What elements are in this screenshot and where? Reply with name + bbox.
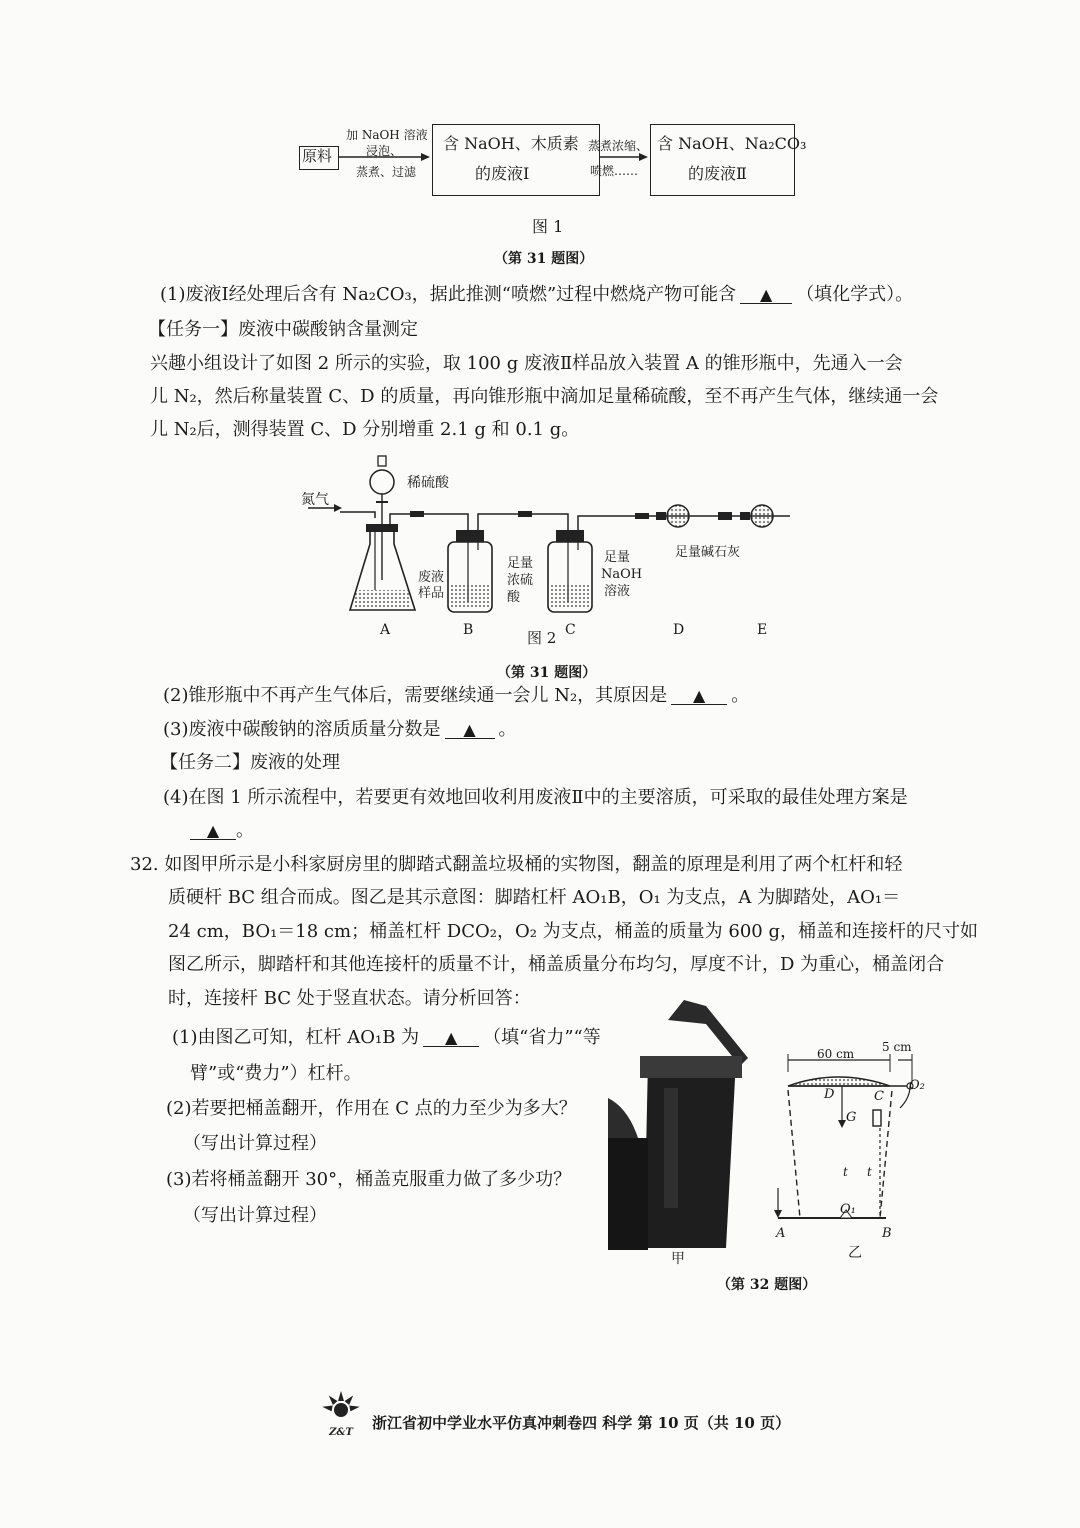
q31-part2-blank: ▲: [671, 688, 727, 705]
label-t1: t: [843, 1165, 848, 1179]
figure-1-caption: （第 31 题图）: [494, 251, 594, 267]
q32-line1: 32. 如图甲所示是小科家厨房里的脚踏式翻盖垃圾桶的实物图，翻盖的原理是利用了两个杠杆和轻: [130, 854, 903, 875]
q31-part4-end: 。: [236, 820, 254, 841]
label-acid-b-2: 浓硫: [507, 573, 534, 588]
drying-tube-e: [751, 505, 773, 527]
q31-part1-text: (1)废液Ⅰ经处理后含有 Na₂CO₃，据此推测“喷燃”过程中燃烧产物可能含: [160, 284, 737, 305]
q32-part1-text: (1)由图乙可知，杠杆 AO₁B 为: [172, 1027, 420, 1048]
apparatus-diagram: [290, 440, 810, 640]
label-naoh-3: 溶液: [604, 584, 631, 599]
task1-para-line3: 儿 N₂后，测得装置 C、D 分别增重 2.1 g 和 0.1 g。: [150, 419, 580, 440]
q31-part1-hint: （填化学式）。: [796, 284, 914, 305]
label-C: C: [565, 622, 576, 638]
task2-title: 【任务二】废液的处理: [160, 752, 340, 773]
flow-arrow2-top: 蒸煮浓缩、: [588, 139, 649, 153]
q31-part3: [163, 721, 517, 739]
q32-line5: 时，连接杆 BC 处于竖直状态。请分析回答：: [168, 988, 531, 1009]
flow-arrow1-top1: 加 NaOH 溶液: [346, 128, 428, 142]
q31-part4-line1: (4)在图 1 所示流程中，若要更有效地回收利用废液Ⅱ中的主要溶质，可采取的最佳处理方案是: [163, 787, 908, 808]
label-yi: 乙: [848, 1245, 862, 1261]
q32-part1: [172, 1029, 601, 1047]
label-nitrogen: 氮气: [301, 492, 329, 508]
q32-part1-blank: ▲: [423, 1030, 479, 1047]
flow-arrow1-top2: 浸泡、: [366, 144, 403, 158]
label-o1: O₁: [840, 1202, 856, 1217]
drying-tube-d: [667, 505, 689, 527]
page-footer: 浙江省初中学业水平仿真冲刺卷四 科学 第 10 页（共 10 页）: [372, 1414, 791, 1432]
label-acid-b-3: 酸: [507, 590, 521, 605]
flow-arrow1-bottom: 蒸煮、过滤: [356, 165, 417, 179]
label-E: E: [757, 622, 768, 638]
q31-part3-blank: ▲: [445, 722, 495, 739]
q32-line3: 24 cm，BO₁＝18 cm；桶盖杠杆 DCO₂，O₂ 为支点，桶盖的质量为 600 g，桶盖和连接杆的尺寸如: [168, 921, 978, 942]
label-sample-1: 废液: [418, 570, 445, 585]
publisher-logo: [316, 1390, 366, 1438]
trash-can-photo: [608, 998, 758, 1250]
flow-box1-line2: 的废液Ⅰ: [475, 164, 530, 183]
flow-raw-label: 原料: [302, 147, 333, 165]
flow-arrows: [0, 0, 1080, 200]
q31-part4-line2: [190, 822, 254, 840]
task1-title: 【任务一】废液中碳酸钠含量测定: [148, 319, 418, 340]
q32-part1-hint: （填“省力”“等: [483, 1027, 601, 1048]
flow-box2-line2: 的废液Ⅱ: [688, 164, 747, 183]
label-d: D: [824, 1087, 835, 1102]
q31-part3-text: (3)废液中碳酸钠的溶质质量分数是: [163, 719, 441, 740]
flow-box2-line1: 含 NaOH、Na₂CO₃: [657, 134, 807, 153]
q31-part2: [163, 687, 749, 705]
q32-part3-line1: (3)若将桶盖翻开 30°，桶盖克服重力做了多少功？: [166, 1169, 572, 1190]
dim-60cm: 60 cm: [817, 1047, 855, 1061]
figure-2-caption: （第 31 题图）: [497, 665, 597, 681]
label-acid: 稀硫酸: [407, 475, 449, 491]
label-B: B: [463, 622, 474, 638]
label-t2: t: [867, 1165, 872, 1179]
q31-part3-end: 。: [498, 719, 517, 740]
figure-3-caption: （第 32 题图）: [717, 1277, 817, 1293]
dim-5cm: 5 cm: [882, 1040, 912, 1054]
label-soda-lime: 足量碱石灰: [675, 545, 741, 560]
flow-arrow2-bottom: 喷燃……: [590, 164, 639, 178]
label-acid-b-1: 足量: [507, 556, 534, 571]
q31-part1: [160, 286, 913, 304]
label-A: A: [380, 622, 391, 638]
separatory-funnel: [370, 470, 394, 494]
q32-line2: 质硬杆 BC 组合而成。图乙是其示意图：脚踏杠杆 AO₁B，O₁ 为支点，A 为脚踏处，AO₁＝: [168, 887, 901, 908]
label-g: G: [846, 1110, 857, 1125]
label-jia: 甲: [671, 1251, 685, 1267]
q32-part2-line2: （写出计算过程）: [183, 1133, 327, 1154]
q31-part2-text: (2)锥形瓶中不再产生气体后，需要继续通一会儿 N₂，其原因是: [163, 685, 668, 706]
task1-para-line2: 儿 N₂，然后称量装置 C、D 的质量，再向锥形瓶中滴加足量稀硫酸，至不再产生气体，继续通一会: [150, 386, 939, 407]
label-sample-2: 样品: [418, 586, 445, 601]
label-naoh-1: 足量: [604, 550, 631, 565]
label-c: C: [874, 1089, 884, 1104]
q32-part1-line2: 臂”或“费力”）杠杆。: [190, 1063, 362, 1084]
task1-para-line1: 兴趣小组设计了如图 2 所示的实验，取 100 g 废液Ⅱ样品放入装置 A 的锥形瓶中，先通入一会: [150, 353, 903, 374]
label-naoh-2: NaOH: [601, 567, 643, 582]
q32-part2-line1: (2)若要把桶盖翻开，作用在 C 点的力至少为多大？: [166, 1098, 577, 1119]
label-a: A: [776, 1226, 786, 1241]
logo-text: Z&T: [329, 1427, 353, 1438]
q32-line4: 图乙所示，脚踏杆和其他连接杆的质量不计，桶盖质量分布均匀，厚度不计，D 为重心，桶盖闭合: [168, 954, 945, 975]
figure-2-label: 图 2: [527, 629, 557, 647]
can-body: [788, 1087, 892, 1218]
label-b: B: [882, 1226, 892, 1241]
label-o2: O₂: [909, 1078, 925, 1093]
label-D: D: [673, 622, 685, 638]
q31-part1-blank: ▲: [740, 287, 792, 304]
q32-part3-line2: （写出计算过程）: [183, 1205, 327, 1226]
flow-box1-line1: 含 NaOH、木质素: [443, 134, 579, 153]
figure-1-label: 图 1: [532, 217, 564, 236]
q31-part2-end: 。: [731, 685, 750, 706]
lid: [788, 1077, 890, 1086]
q31-part4-blank: ▲: [190, 823, 236, 840]
